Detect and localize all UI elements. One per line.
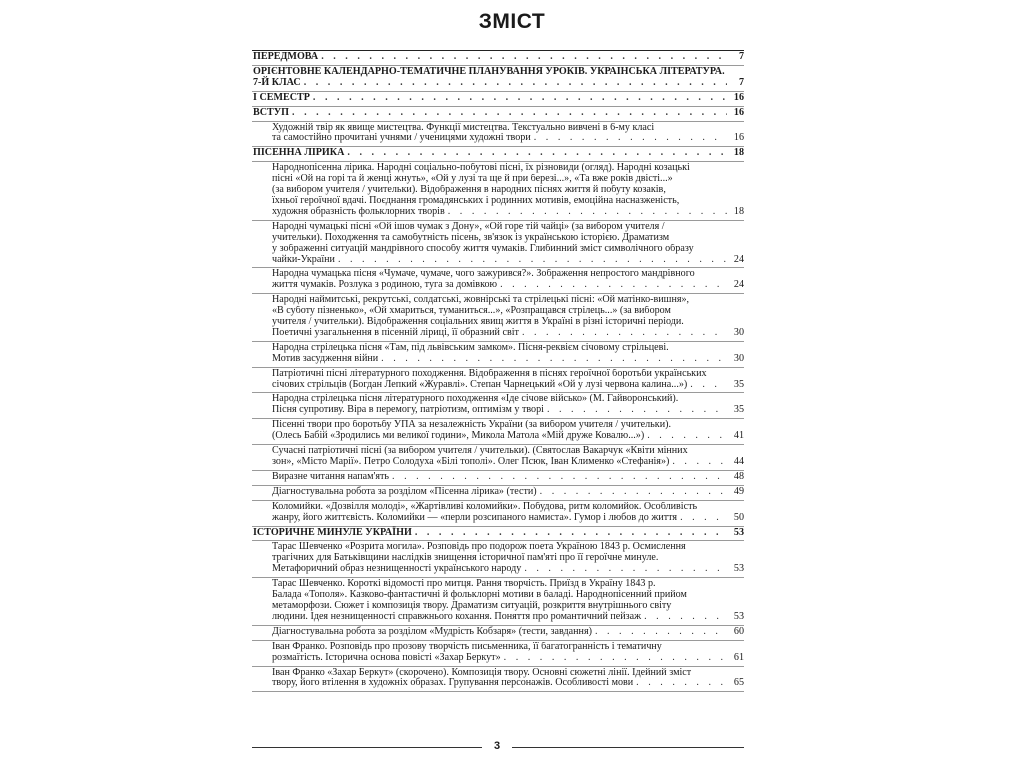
toc-entry-line: січових стрільців (Богдан Лепкий «Журавлі». Степан Чарнецький «Ой у лузі червона калина...») [272, 378, 688, 390]
toc-entry-last-line [272, 564, 744, 575]
toc-entry-last-line [253, 108, 744, 119]
toc-entry-line: Художній твір як явище мистецтва. Функції мистецтва. Текстуально вивчені в 6-му класі [272, 122, 655, 133]
toc-entry-line: пісні «Ой на горі та й женці жнуть», «Ой у лузі та ще й при березі...», «Та вже років двісті...» [272, 174, 673, 185]
toc-entry-line: жанру, його життєвість. Коломийки — «перли розсипаного намиста». Гумор і любов до життя [272, 511, 678, 523]
toc-page-number: 7 [738, 51, 744, 62]
toc-page-number: 44 [733, 456, 744, 467]
footer-rule-left [252, 747, 482, 748]
toc-page-number: 60 [733, 625, 744, 637]
page-title: ЗМІСТ [478, 10, 546, 33]
dot-leader [448, 207, 727, 218]
toc-entry-line: ПІСЕННА ЛІРИКА [253, 147, 345, 159]
toc-entry-line: у зображенні ситуацій мандрівного способу життя чумаків. Глибинний зміст символічного образу [272, 243, 694, 254]
toc-entry-line: твору, його втілення в художніх образах. Групування персонажів. Особливості мови [272, 677, 634, 689]
toc-entry-last-line [253, 148, 744, 159]
toc-entry-last-line [272, 627, 744, 638]
toc-entry-line: Метафоричний образ незнищенності українського народу [272, 563, 522, 575]
toc-page-number: 61 [733, 651, 744, 663]
toc-entry-line: Діагностувальна робота за розділом «Пісенна лірика» (тести) [272, 485, 537, 497]
toc-entry-last-line [253, 528, 744, 539]
toc-entry-line: Народнопісенна лірика. Народні соціально-побутові пісні, їх різновиди (огляд). Народні козацькі [272, 163, 690, 174]
dot-leader [547, 405, 727, 416]
toc-entry-last-line [272, 431, 744, 442]
toc-entry-line: Іван Франко. Розповідь про прозову творчість письменника, її багатогранність і тематичну [272, 641, 662, 652]
toc-topic-entry [252, 501, 744, 527]
toc-page-number: 35 [733, 378, 744, 390]
toc-page-number: 50 [733, 511, 744, 523]
dot-leader [540, 487, 727, 498]
toc-topic-entry [252, 445, 744, 471]
toc-entry-line: ІСТОРИЧНЕ МИНУЛЕ УКРАЇНИ [253, 526, 412, 538]
toc-page-number: 16 [733, 132, 744, 144]
toc-page-number: 41 [733, 430, 744, 442]
toc-entry-line: Народна стрілецька пісня літературного походження «Іде січове військо» (М. Гайворонський). [272, 394, 679, 405]
toc-page-number: 16 [733, 106, 744, 118]
toc-entry-last-line [272, 678, 744, 689]
toc-page-number: 65 [733, 677, 744, 689]
toc-entry-line: чайки-України [272, 253, 335, 265]
toc-section-entry [252, 92, 744, 107]
toc-entry-line: та самостійно прочитані учнями / ученицями художні твори [272, 132, 531, 144]
toc-topic-entry [252, 419, 744, 445]
toc-entry-line: Коломийки. «Дозвілля молоді», «Жартівливі коломийки». Побудова, ритм коломийок. Особливість [272, 501, 698, 512]
toc-entry-last-line [272, 472, 744, 483]
toc-entry-line: Народні наймитські, рекрутські, солдатські, жовнірські та стрілецькі пісні: «Ой матінко-вишня», [272, 295, 690, 306]
toc-page-number: 49 [733, 485, 744, 497]
dot-leader [636, 678, 727, 689]
toc-page-number: 18 [733, 147, 744, 159]
toc-entry-last-line [272, 328, 744, 339]
toc-entry-last-line [272, 612, 744, 623]
toc-entry-line: Народна чумацька пісня «Чумаче, чумаче, чого зажурився?». Зображення непростого мандрівного [272, 269, 695, 280]
toc-entry-last-line [272, 457, 744, 468]
toc-entry-line: зон», «Місто Марії». Петро Солодуха «Білі тополі». Олег Псюк, Іван Клименко «Стефанія») [272, 456, 670, 467]
toc-entry-line: Пісня супротиву. Віра в перемогу, патріотизм, оптимізм у творі [272, 404, 544, 416]
toc-entry-line: метаморфози. Сюжет і композиція твору. Драматизм ситуацій, розкриття внутрішнього світу [272, 600, 672, 611]
toc-entry-line: Патріотичні пісні літературного походження. Відображення в піснях героїчної боротьби українських [272, 368, 707, 379]
toc-entry-line: Тарас Шевченко «Розрита могила». Розповідь про подорож поета Україною 1843 р. Осмислення [272, 542, 686, 553]
toc-entry-line: Мотив засудження війни [272, 352, 379, 364]
toc-page-number: 24 [733, 253, 744, 265]
toc-section-entry [252, 527, 744, 542]
toc-entry-line: розмаїтість. Історична основа повісті «Захар Беркут» [272, 651, 501, 663]
toc-entry-line: Балада «Тополя». Казково-фантастичні й фольклорні мотиви в баладі. Народнопісенний прийом [272, 590, 687, 601]
toc-entry-line: учителя / учительки). Відображення соціальних явищ життя в Україні в різні історичні періоди. [272, 317, 684, 328]
toc-topic-entry [252, 342, 744, 368]
toc-page-number: 53 [733, 563, 744, 575]
toc-entry-last-line [272, 405, 744, 416]
toc-entry-line: Діагностувальна робота за розділом «Мудрість Кобзаря» (тести, завдання) [272, 625, 592, 637]
toc-entry-line: Народна стрілецька пісня «Там, під львівським замком». Пісня-реквієм січовому стрільцеві. [272, 342, 669, 353]
dot-leader [647, 431, 727, 442]
toc-entry-line: 7-Й КЛАС [253, 76, 301, 88]
toc-entry-line: І СЕМЕСТР [253, 91, 310, 103]
toc-page-number: 35 [733, 404, 744, 416]
toc-entry-line: Народні чумацькі пісні «Ой ішов чумак з Дону», «Ой горе тій чайці» (за вибором учителя / [272, 221, 665, 232]
toc-entry-line: ОРІЄНТОВНЕ КАЛЕНДАРНО-ТЕМАТИЧНЕ ПЛАНУВАННЯ УРОКІВ. УКРАЇНСЬКА ЛІТЕРАТУРА. [253, 66, 725, 77]
toc-entry-line: Виразне читання напам'ять [272, 470, 390, 482]
toc-entry-last-line [253, 78, 744, 89]
toc-entry-last-line [272, 487, 744, 498]
toc-topic-entry [252, 122, 744, 148]
dot-leader [504, 653, 727, 664]
toc-topic-entry [252, 486, 744, 501]
dot-leader [292, 108, 727, 119]
toc-entry-last-line [253, 52, 744, 63]
dot-leader [644, 612, 727, 623]
toc-section-entry [252, 107, 744, 122]
page-number: 3 [493, 740, 501, 752]
toc-topic-entry [252, 471, 744, 486]
toc-topic-entry [252, 641, 744, 667]
toc-entry-line: їхньої героїчної вдачі. Поєднання громадянських і родинних мотивів, емоційна насназженість, [272, 195, 680, 206]
toc-topic-entry [252, 667, 744, 693]
dot-leader [500, 280, 727, 291]
toc-page-number: 18 [733, 205, 744, 217]
toc-entry-last-line [272, 513, 744, 524]
toc-section-entry [252, 66, 744, 92]
toc-entry-last-line [272, 653, 744, 664]
toc-topic-entry [252, 626, 744, 641]
toc-entry-line: художня образність фольклорних творів [272, 205, 445, 217]
toc-entry-line: ВСТУП [253, 106, 290, 118]
toc-entry-last-line [272, 380, 744, 391]
dot-leader [524, 564, 727, 575]
toc-page-number: 48 [733, 470, 744, 482]
toc-entry-last-line [272, 207, 744, 218]
toc-page-number: 16 [733, 91, 744, 103]
dot-leader [338, 255, 727, 266]
toc-page-number: 30 [733, 326, 744, 338]
dot-leader [534, 133, 727, 144]
toc-page-number: 7 [738, 76, 744, 88]
dot-leader [522, 328, 727, 339]
dot-leader [672, 457, 727, 468]
toc-topic-entry [252, 541, 744, 578]
toc-entry-line: людини. Ідея незнищенності справжнього кохання. Поняття про романтичний пейзаж [272, 610, 642, 622]
dot-leader [321, 52, 727, 63]
toc-entry-line: трагічних для Батьківщини наслідків знищення історичної пам'яті про її героїчне минуле. [272, 553, 659, 564]
dot-leader [392, 472, 727, 483]
toc-entry-line: Поетичні узагальнення в пісенній ліриці, її образний світ [272, 326, 519, 338]
toc-section-entry [252, 147, 744, 162]
toc-entry-last-line [272, 280, 744, 291]
toc-topic-entry [252, 162, 744, 221]
dot-leader [595, 627, 727, 638]
toc-entry-line: (за вибором учителя / учительки). Відображення в народних піснях життя й побуту козаків, [272, 185, 666, 196]
toc-section-entry [252, 51, 744, 66]
dot-leader [415, 528, 727, 539]
toc-topic-entry [252, 268, 744, 294]
toc-topic-entry [252, 221, 744, 269]
dot-leader [347, 148, 727, 159]
dot-leader [313, 93, 727, 104]
toc-page-number: 24 [733, 279, 744, 291]
toc-entry-line: Пісенні твори про боротьбу УПА за незалежність України (за вибором учителя / учительки). [272, 420, 671, 431]
dot-leader [381, 354, 727, 365]
toc-topic-entry [252, 368, 744, 394]
toc-entry-last-line [272, 255, 744, 266]
table-of-contents [252, 50, 744, 692]
dot-leader [680, 513, 727, 524]
toc-entry-line: (Олесь Бабій «Зродились ми великої години», Микола Матола «Мій друже Ковалю...») [272, 430, 645, 442]
dot-leader [304, 78, 727, 89]
toc-page-number: 53 [733, 526, 744, 538]
toc-entry-last-line [272, 133, 744, 144]
toc-entry-last-line [272, 354, 744, 365]
toc-entry-line: «В суботу пізненько», «Ой хмариться, туманиться...», «Розпращався стрілець...» (за вибором [272, 306, 671, 317]
toc-entry-line: Сучасні патріотичні пісні (за вибором учителя / учительки). (Святослав Вакарчук «Квіти мінних [272, 446, 688, 457]
toc-topic-entry [252, 294, 744, 342]
toc-topic-entry [252, 393, 744, 419]
toc-entry-line: Іван Франко «Захар Беркут» (скорочено). Композиція твору. Основні сюжетні лінії. Ідейний зміст [272, 667, 692, 678]
dot-leader [690, 380, 727, 391]
toc-topic-entry [252, 578, 744, 626]
toc-page-number: 53 [733, 610, 744, 622]
toc-entry-line: ПЕРЕДМОВА [253, 51, 319, 62]
toc-entry-line: життя чумаків. Розлука з родиною, туга за домівкою [272, 279, 498, 291]
toc-entry-last-line [253, 93, 744, 104]
toc-page-number: 30 [733, 352, 744, 364]
toc-entry-line: учительки). Походження та самобутність пісень, зв'язок із українською історією. Драматизм [272, 232, 670, 243]
toc-entry-line: Тарас Шевченко. Короткі відомості про митця. Рання творчість. Приїзд в Україну 1843 р. [272, 579, 656, 590]
footer-rule-right [512, 747, 744, 748]
